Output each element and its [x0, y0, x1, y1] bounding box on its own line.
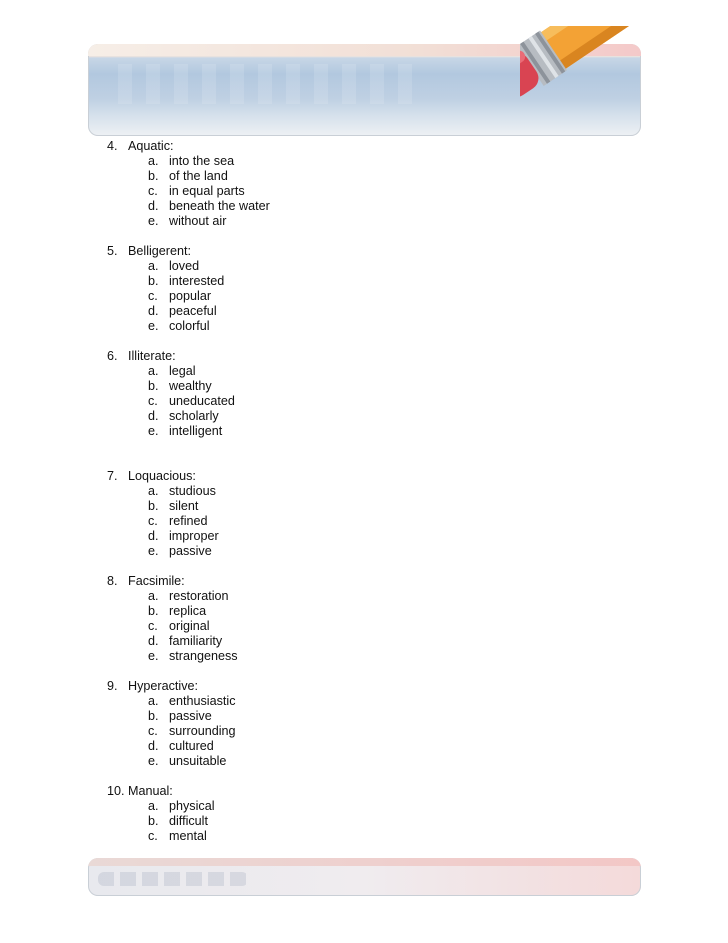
- question-word: Hyperactive:: [128, 679, 198, 693]
- option-text: silent: [169, 499, 199, 514]
- answer-option: [107, 754, 236, 769]
- answer-option: [107, 364, 235, 379]
- footer-faint-icons: [98, 872, 248, 886]
- option-letter: c.: [148, 394, 158, 409]
- option-text: studious: [169, 484, 216, 498]
- option-text: original: [169, 619, 210, 634]
- option-text: scholarly: [169, 409, 219, 424]
- header-faint-pattern: [118, 64, 418, 104]
- question-number: 10.: [107, 784, 125, 798]
- question-word: Illiterate:: [128, 349, 176, 363]
- answer-option: [107, 484, 219, 499]
- option-text: wealthy: [169, 379, 212, 394]
- option-letter: b.: [148, 169, 159, 184]
- question-8: [107, 574, 238, 664]
- option-text: intelligent: [169, 424, 223, 439]
- answer-option: [107, 379, 235, 394]
- option-letter: a.: [148, 259, 159, 273]
- question-word: Manual:: [128, 784, 173, 798]
- answer-option: [107, 289, 224, 304]
- option-text: enthusiastic: [169, 694, 236, 708]
- option-text: into the sea: [169, 154, 235, 168]
- option-text: refined: [169, 514, 208, 529]
- footer-banner: [88, 858, 641, 896]
- option-letter: b.: [148, 709, 159, 724]
- option-letter: a.: [148, 589, 159, 603]
- option-letter: b.: [148, 814, 159, 829]
- option-text: beneath the water: [169, 199, 270, 214]
- option-text: familiarity: [169, 634, 223, 649]
- option-letter: a.: [148, 799, 159, 813]
- option-text: popular: [169, 289, 212, 304]
- option-letter: a.: [148, 154, 159, 168]
- option-text: interested: [169, 274, 225, 289]
- option-text: colorful: [169, 319, 210, 334]
- option-letter: e.: [148, 544, 159, 559]
- question-7: [107, 469, 219, 559]
- answer-option: [107, 799, 215, 814]
- option-letter: c.: [148, 619, 158, 634]
- option-text: peaceful: [169, 304, 217, 319]
- option-text: legal: [169, 364, 196, 378]
- option-text: improper: [169, 529, 219, 544]
- option-letter: e.: [148, 214, 159, 229]
- option-letter: b.: [148, 274, 159, 289]
- option-letter: e.: [148, 319, 159, 334]
- answer-option: [107, 619, 238, 634]
- answer-option: [107, 259, 224, 274]
- option-letter: c.: [148, 829, 158, 844]
- option-letter: c.: [148, 514, 158, 529]
- answer-option: [107, 589, 238, 604]
- answer-option: [107, 499, 219, 514]
- option-text: cultured: [169, 739, 214, 754]
- option-text: passive: [169, 544, 212, 559]
- answer-option: [107, 724, 236, 739]
- option-letter: c.: [148, 724, 158, 739]
- answer-option: [107, 829, 215, 844]
- pencil-eraser-icon: [520, 26, 650, 136]
- question-5: [107, 244, 224, 334]
- option-letter: b.: [148, 379, 159, 394]
- answer-option: [107, 154, 270, 169]
- answer-option: [107, 814, 215, 829]
- option-text: difficult: [169, 814, 208, 829]
- option-text: restoration: [169, 589, 229, 603]
- option-text: in equal parts: [169, 184, 245, 199]
- answer-option: [107, 304, 224, 319]
- answer-option: [107, 634, 238, 649]
- question-word: Loquacious:: [128, 469, 196, 483]
- answer-option: [107, 739, 236, 754]
- option-letter: e.: [148, 649, 159, 664]
- option-letter: d.: [148, 199, 159, 214]
- option-letter: c.: [148, 289, 158, 304]
- option-text: mental: [169, 829, 207, 844]
- question-number: 9.: [107, 679, 118, 693]
- option-letter: e.: [148, 754, 159, 769]
- option-letter: a.: [148, 484, 159, 498]
- answer-option: [107, 169, 270, 184]
- question-10: [107, 784, 215, 844]
- option-letter: d.: [148, 739, 159, 754]
- footer-top-strip: [88, 858, 641, 866]
- option-letter: a.: [148, 364, 159, 378]
- option-text: surrounding: [169, 724, 236, 739]
- option-text: without air: [169, 214, 227, 229]
- question-word: Facsimile:: [128, 574, 185, 588]
- question-word: Aquatic:: [128, 139, 174, 153]
- option-letter: d.: [148, 409, 159, 424]
- question-6: [107, 349, 235, 439]
- option-letter: b.: [148, 604, 159, 619]
- answer-option: [107, 274, 224, 289]
- option-text: strangeness: [169, 649, 238, 664]
- question-word: Belligerent:: [128, 244, 192, 258]
- question-9: [107, 679, 236, 769]
- option-letter: d.: [148, 529, 159, 544]
- answer-option: [107, 319, 224, 334]
- option-letter: d.: [148, 304, 159, 319]
- option-text: passive: [169, 709, 212, 724]
- question-number: 8.: [107, 574, 118, 588]
- option-letter: d.: [148, 634, 159, 649]
- option-letter: e.: [148, 424, 159, 439]
- option-text: uneducated: [169, 394, 235, 409]
- answer-option: [107, 604, 238, 619]
- answer-option: [107, 709, 236, 724]
- option-letter: c.: [148, 184, 158, 199]
- question-number: 7.: [107, 469, 118, 483]
- answer-option: [107, 409, 235, 424]
- option-text: physical: [169, 799, 215, 813]
- option-text: unsuitable: [169, 754, 227, 769]
- answer-option: [107, 214, 270, 229]
- question-4: [107, 139, 270, 229]
- question-number: 6.: [107, 349, 118, 363]
- option-text: replica: [169, 604, 207, 619]
- option-text: loved: [169, 259, 200, 273]
- question-number: 4.: [107, 139, 118, 153]
- option-letter: b.: [148, 499, 159, 514]
- answer-option: [107, 649, 238, 664]
- answer-option: [107, 514, 219, 529]
- question-number: 5.: [107, 244, 118, 258]
- option-text: of the land: [169, 169, 228, 184]
- answer-option: [107, 694, 236, 709]
- answer-option: [107, 529, 219, 544]
- answer-option: [107, 394, 235, 409]
- answer-option: [107, 199, 270, 214]
- answer-option: [107, 544, 219, 559]
- option-letter: a.: [148, 694, 159, 708]
- answer-option: [107, 424, 235, 439]
- answer-option: [107, 184, 270, 199]
